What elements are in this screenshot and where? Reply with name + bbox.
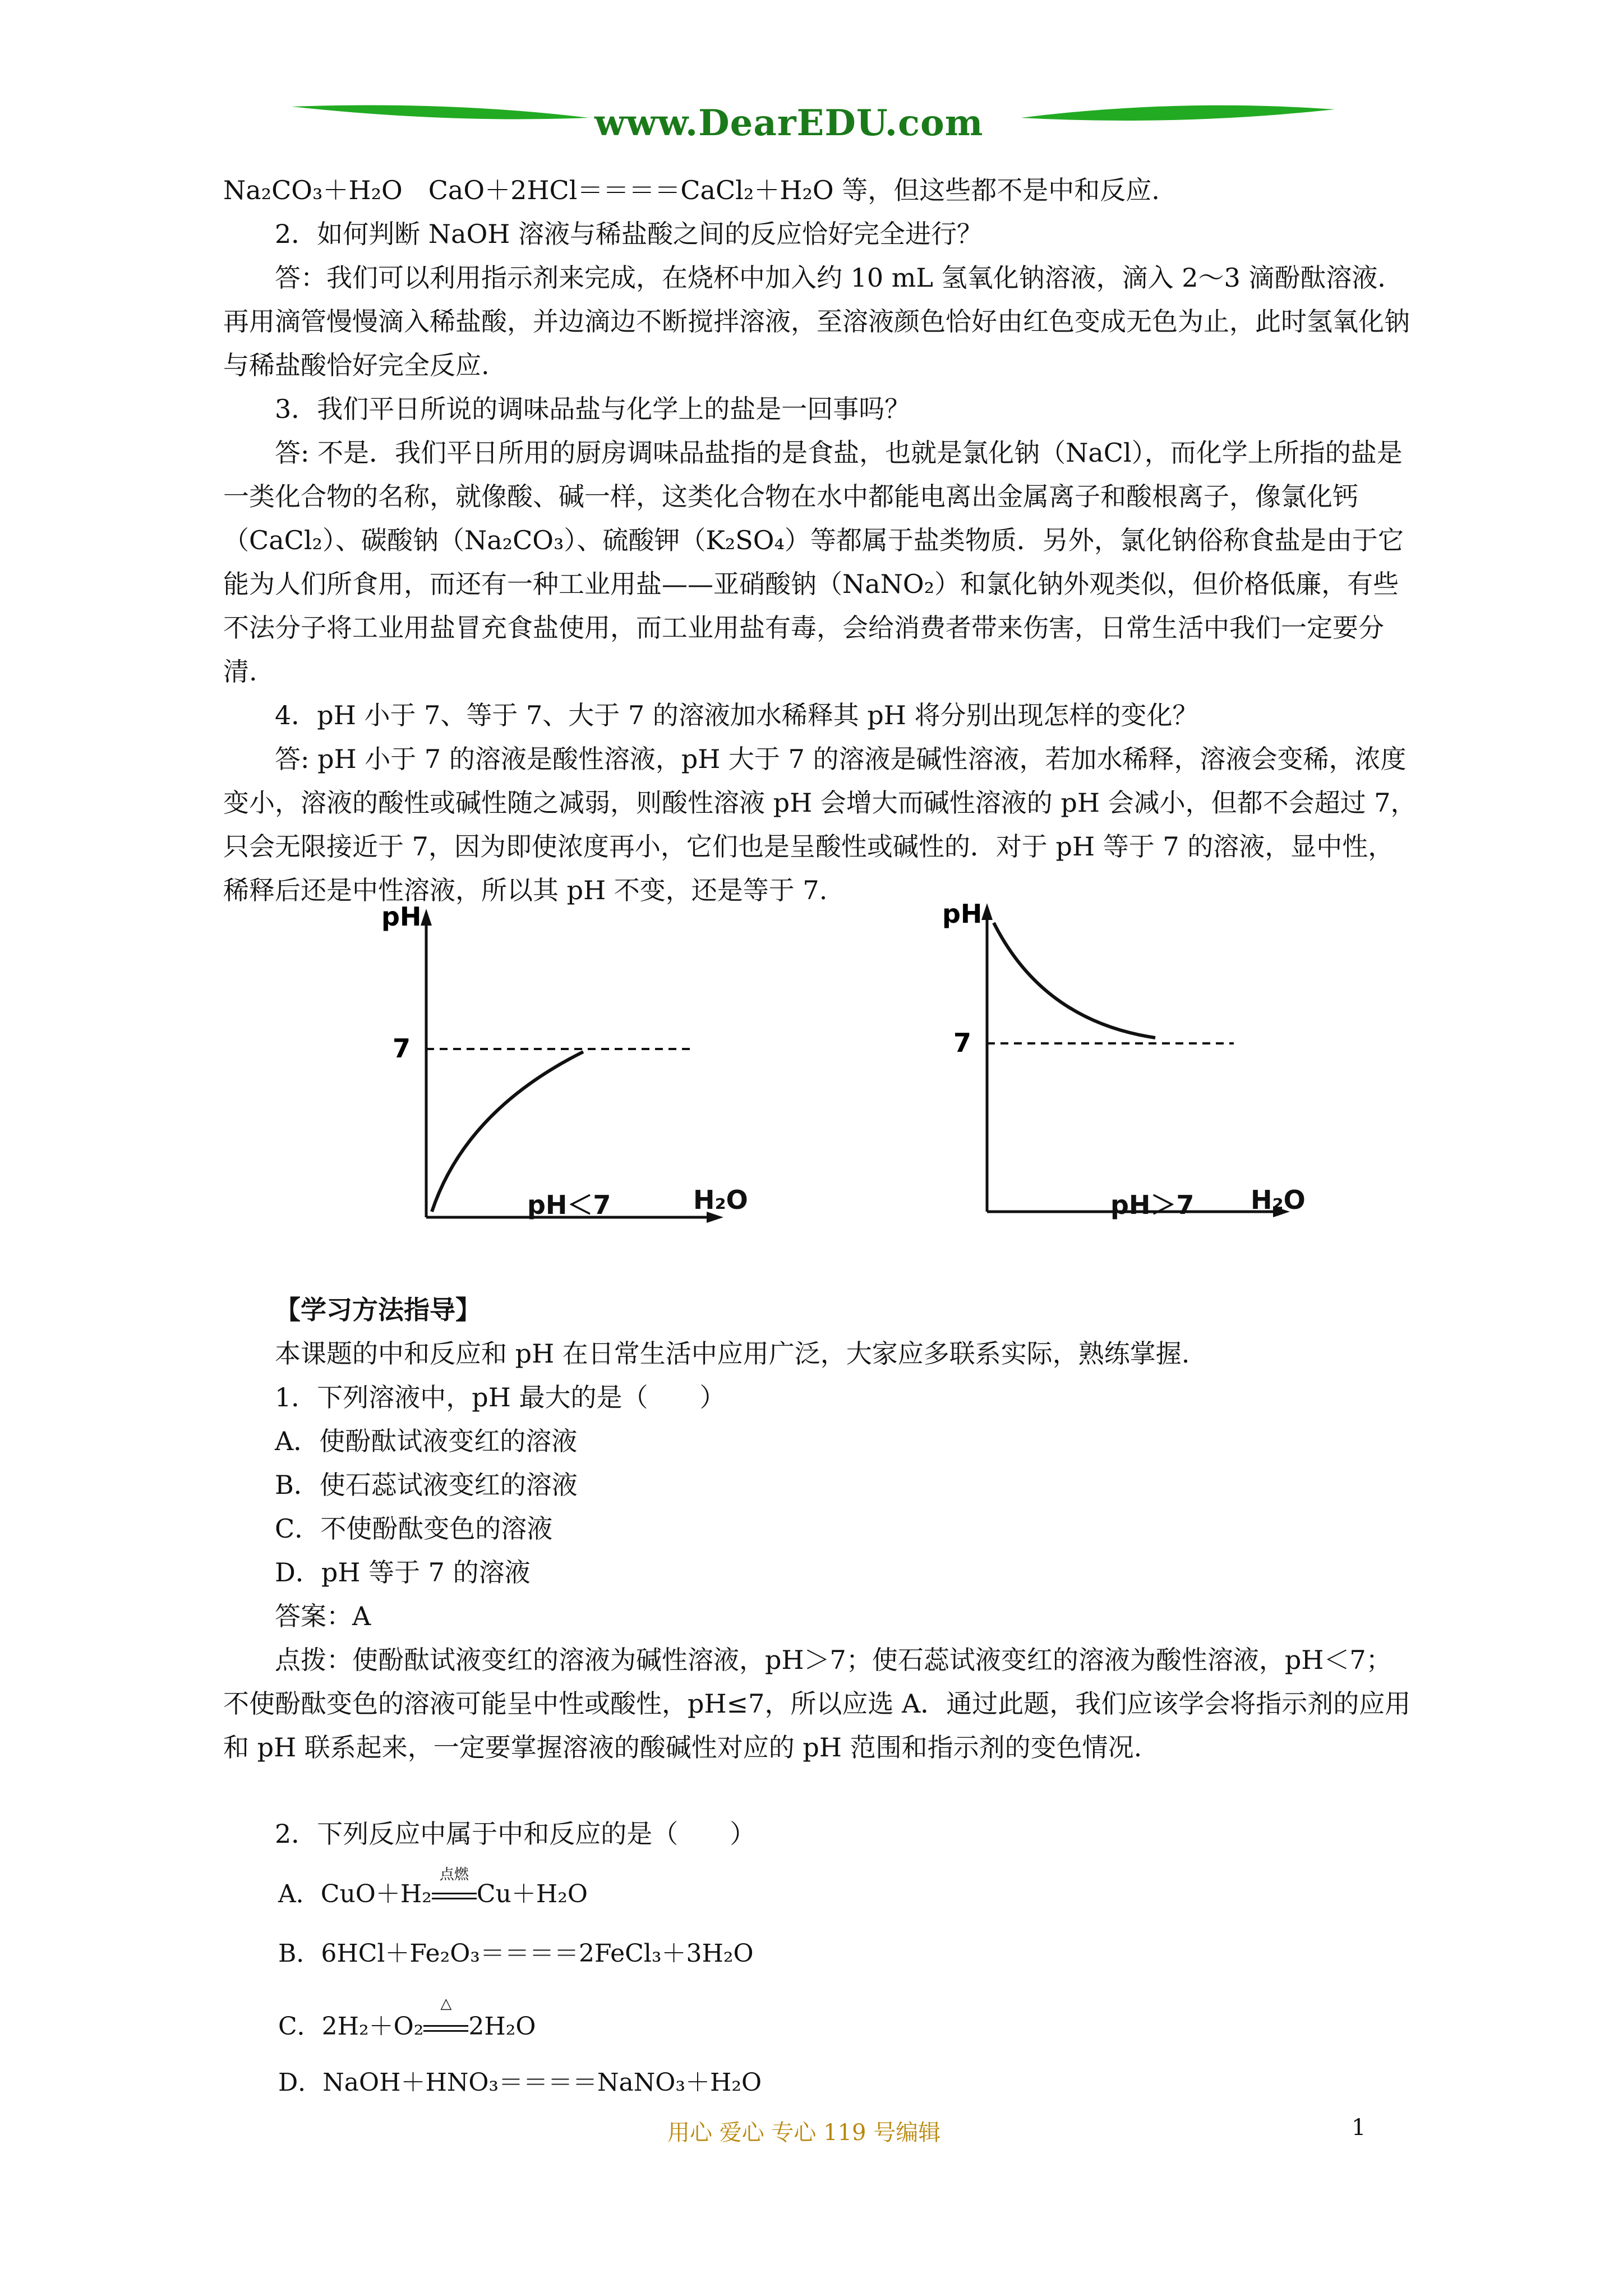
q1-tip: 点拨：使酚酞试液变红的溶液为碱性溶液，pH＞7；使石蕊试液变红的溶液为酸性溶液，pH＜7；不使酚酞变色的溶液可能呈中性或酸性，pH≤7，所以应选 A．通过此题，我们应该学会将指示剂的应用和 pH 联系起来，一定要掌握溶液的酸碱性对应的 pH 范围和指示剂的变色情况. [223,1645,1411,1763]
q2-option-c [278,1995,536,2042]
y-axis-arrow [421,909,432,926]
method-intro: 本课题的中和反应和 pH 在日常生活中应用广泛，大家应多联系实际，熟练掌握. [275,1338,1190,1369]
header-swoosh-right [1021,105,1335,121]
q2-option-d: D．NaOH＋HNO₃＝＝＝＝NaNO₃＋H₂O [278,2068,762,2097]
q2-option-b: B．6HCl＋Fe₂O₃＝＝＝＝2FeCl₃＋3H₂O [278,1939,754,1968]
q1-option-c: C．不使酚酞变色的溶液 [275,1513,553,1544]
q2-a-products: Cu＋H₂O [476,1880,588,1908]
ref-label: 7 [393,1033,411,1064]
q1-option-a: A．使酚酞试液变红的溶液 [275,1426,578,1456]
y-label: pH [942,899,983,929]
site-logo[interactable]: www.DearEDU.com [594,102,984,144]
answer-2: 答：我们可以利用指示剂来完成，在烧杯中加入约 10 mL 氢氧化钠溶液，滴入 2～3 滴酚酞溶液．再用滴管慢慢滴入稀盐酸，并边滴边不断搅拌溶液，至溶液颜色恰好由红色变成无色为止，此时氢氧化钠与稀盐酸恰好完全反应. [223,263,1410,380]
q2-c-condition-sign [423,1995,468,2041]
answer-3: 答: 不是．我们平日所用的厨房调味品盐指的是食盐，也就是氯化钠（NaCl），而化学上所指的盐是一类化合物的名称，就像酸、碱一样，这类化合物在水中都能电离出金属离子和酸根离子，像氯化钙（CaCl₂）、碳酸钠（Na₂CO₃）、硫酸钾（K₂SO₄）等都属于盐类物质．另外，氯化钠俗称食盐是由于它能为人们所食用，而还有一种工业用盐——亚硝酸钠（NaNO₂）和氯化钠外观类似，但价格低廉，有些不法分子将工业用盐冒充食盐使用，而工业用盐有毒，会给消费者带来伤害，日常生活中我们一定要分清. [223,438,1404,687]
footer-text: 用心 爱心 专心 119 号编辑 [667,2120,941,2146]
q2-c-products: 2H₂O [468,2012,536,2041]
base-curve [994,923,1155,1038]
page-number: 1 [1352,2115,1366,2141]
q1-answer: 答案：A [275,1601,371,1631]
q2-c-reactants: C．2H₂＋O₂ [278,2012,424,2041]
q2-a-condition: 点燃 [439,1866,469,1883]
caption-right: pH＞7 [1110,1190,1195,1220]
y-label: pH [381,901,422,932]
caption-left: pH＜7 [527,1190,611,1220]
q1-option-d: D．pH 等于 7 的溶液 [275,1557,531,1588]
figure-acid-dilution [359,898,763,1234]
question-2: 2．如何判断 NaOH 溶液与稀盐酸之间的反应恰好完全进行？ [275,219,983,249]
header-swoosh-left [292,105,589,119]
q2-c-condition: △ [440,1995,452,2012]
ref-label: 7 [953,1028,972,1058]
method-q2: 2．下列反应中属于中和反应的是（ ） [275,1819,756,1849]
q2-a-condition-sign [432,1866,477,1908]
method-q1: 1．下列溶液中，pH 最大的是（ ） [275,1382,726,1412]
y-axis-arrow [981,903,993,920]
line-formula-continuation: Na₂CO₃＋H₂O CaO＋2HCl＝＝＝＝CaCl₂＋H₂O 等，但这些都不是中和反应. [223,175,1160,205]
q2-a-reactants: A．CuO＋H₂ [278,1880,432,1908]
q1-option-b: B．使石蕊试液变红的溶液 [275,1470,578,1500]
figure-base-dilution [931,898,1335,1234]
xlabel-right: H₂O [1251,1185,1306,1215]
xlabel-left: H₂O [693,1185,748,1215]
question-3: 3．我们平日所说的调味品盐与化学上的盐是一回事吗？ [275,394,911,424]
q2-option-a [278,1866,588,1910]
section-title: 【学习方法指导】 [275,1295,481,1325]
answer-4: 答: pH 小于 7 的溶液是酸性溶液，pH 大于 7 的溶液是碱性溶液，若加水稀释，溶液会变稀，浓度变小，溶液的酸性或碱性随之减弱，则酸性溶液 pH 会增大而碱性溶液的 pH 会减小，但都不会超过 7，只会无限接近于 7，因为即使浓度再小，它们也是呈酸性或碱性的．对于 pH 等于 7 的溶液，显中性，稀释后还是中性溶液，所以其 pH 不变，还是等于 7. [223,744,1417,905]
question-4: 4．pH 小于 7、等于 7、大于 7 的溶液加水稀释其 pH 将分别出现怎样的变化？ [275,700,1198,730]
